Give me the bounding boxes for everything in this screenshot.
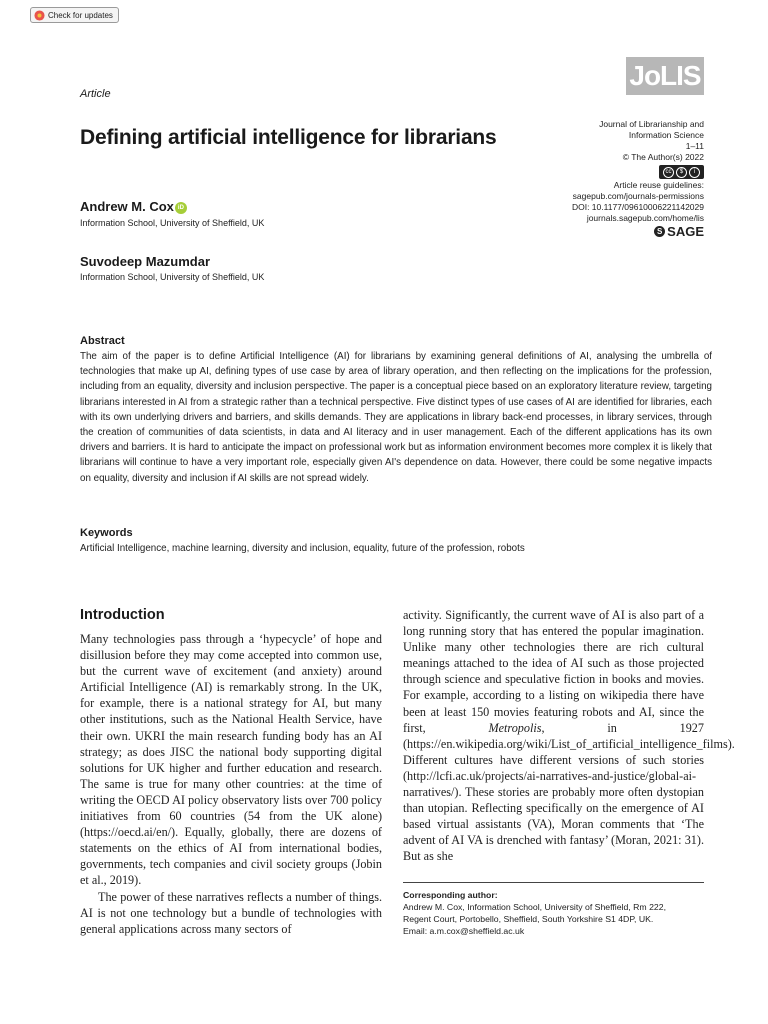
intro-paragraph-2: The power of these narratives reflects a number of things. AI is not one technology but a bundle of technologies with general applications across many sectors of	[80, 889, 382, 936]
corresponding-email[interactable]: Email: a.m.cox@sheffield.ac.uk	[403, 926, 525, 936]
check-for-updates-label: Check for updates	[48, 10, 113, 20]
journal-home-link[interactable]: journals.sagepub.com/home/lis	[586, 213, 704, 223]
film-title: Metropolis	[488, 720, 542, 735]
author-name-1: Andrew M. Cox iD	[80, 199, 187, 214]
corresponding-author-note	[403, 889, 708, 937]
introduction-heading: Introduction	[80, 607, 165, 623]
corresponding-author-label: Corresponding author:	[403, 890, 498, 900]
intro-paragraph-1: Many technologies pass through a ‘hypecycle’ of hope and disillusion before they may come accepted into common use, but the current wave of excitement (and anxiety) around Artificial Intelligence (AI) is remarkably strong. In the UK, for example, there is a national strategy for AI, but many other institutions, such as the National Health Service, have their own. UKRI the main research funding body has an AI strategy; as does JISC the national body supporting digital solutions for UK higher and further education and research. The same is true for many other countries: at the time of writing the OECD AI policy observatory lists over 700 policy initiatives from 60 countries (54 from the UK alone) (https://oecd.ai/en/). Equally, globally, there are dozens of statements on the ethics of AI from international bodies, governments, tech companies and civil society groups (Jobin et al., 2019).	[80, 632, 382, 888]
journal-meta	[504, 119, 704, 237]
sage-logo: S SAGE	[654, 226, 704, 237]
abstract-heading: Abstract	[80, 335, 125, 347]
sage-icon: S	[654, 226, 665, 237]
author-name-2: Suvodeep Mazumdar	[80, 254, 211, 269]
left-column	[80, 631, 382, 937]
creative-commons-icon[interactable]: cc $ i	[659, 165, 704, 179]
abstract-text: The aim of the paper is to define Artificial Intelligence (AI) for librarians by examining general definitions of AI, analysing the umbrella of technologies that make up AI, defining types of use case by area of library operation, and then reflecting on the implications for the profession, including from an equality, diversity and inclusion perspective. The paper is a conceptual piece based on an exploratory literature review, targeting librarians interested in AI from a strategic rather than a technical perspective. Five distinct types of use cases of AI are identified for libraries, each with its own underlying drivers and barriers, and skills demands. They are applications in library back-end processes, in library services, through the creation of communities of data scientists, in data and AI literacy and in user management. Each of the different applications has its own drivers and barriers. It is hard to anticipate the impact on professional work but as information environment becomes more complex it is likely that librarians will continue to have a very important role, especially given AI's dependence on data. However, there could be some negative impacts on equality, diversity and inclusion if AI skills are not spread widely.	[80, 351, 712, 484]
corresponding-line-2: Regent Court, Portobello, Sheffield, South Yorkshire S1 4DP, UK.	[403, 914, 654, 924]
author-affiliation-2: Information School, University of Sheffield, UK	[80, 272, 265, 282]
orcid-icon[interactable]: iD	[175, 202, 187, 214]
intro-paragraph-3: activity. Significantly, the current wave of AI is also part of a long running story that has entered the popular imagination. Unlike many other technologies there are rich cultural meanings attached to the idea of AI such as those projected through science and speculative fiction in books and movies. For example, according to a listing on wikipedia there have been at least 150 movies featuring robots and AI, since the first, Metropolis, in 1927 (https://en.wikipedia.org/wiki/List_of_artificial_intelligence_films). Different cultures have different versions of such stories (http://lcfi.ac.uk/projects/ai-narratives-and-justice/global-ai-narratives/). These stories are probably more often dystopian than utopian. Reflecting specifically on the emergence of AI based virtual assistants (VA), Moran comments that ‘The advent of AI VA is drenched with fantasy’ (Moran, 2021: 31). But as she	[403, 608, 735, 864]
check-for-updates-button[interactable]	[30, 7, 119, 23]
article-type-label: Article	[80, 88, 111, 100]
journal-name-line1: Journal of Librarianship and	[599, 119, 704, 129]
doi-link[interactable]: DOI: 10.1177/09610006221142029	[571, 202, 704, 212]
right-column	[403, 607, 735, 865]
journal-name-line2: Information Science	[628, 130, 704, 140]
footnote-divider	[403, 882, 704, 883]
reuse-label: Article reuse guidelines:	[613, 180, 704, 190]
corresponding-line-1: Andrew M. Cox, Information School, University of Sheffield, Rm 222,	[403, 902, 666, 912]
journal-logo: JoLIS	[626, 57, 704, 95]
keywords-heading: Keywords	[80, 527, 133, 539]
author-affiliation-1: Information School, University of Sheffield, UK	[80, 218, 265, 228]
reuse-link[interactable]: sagepub.com/journals-permissions	[572, 191, 704, 201]
journal-copyright: © The Author(s) 2022	[622, 152, 704, 162]
crossmark-icon	[34, 10, 45, 21]
paper-title: Defining artificial intelligence for librarians	[80, 126, 497, 149]
journal-pages: 1–11	[685, 141, 704, 151]
keywords-text: Artificial Intelligence, machine learning, diversity and inclusion, equality, future of the profession, robots	[80, 543, 525, 554]
